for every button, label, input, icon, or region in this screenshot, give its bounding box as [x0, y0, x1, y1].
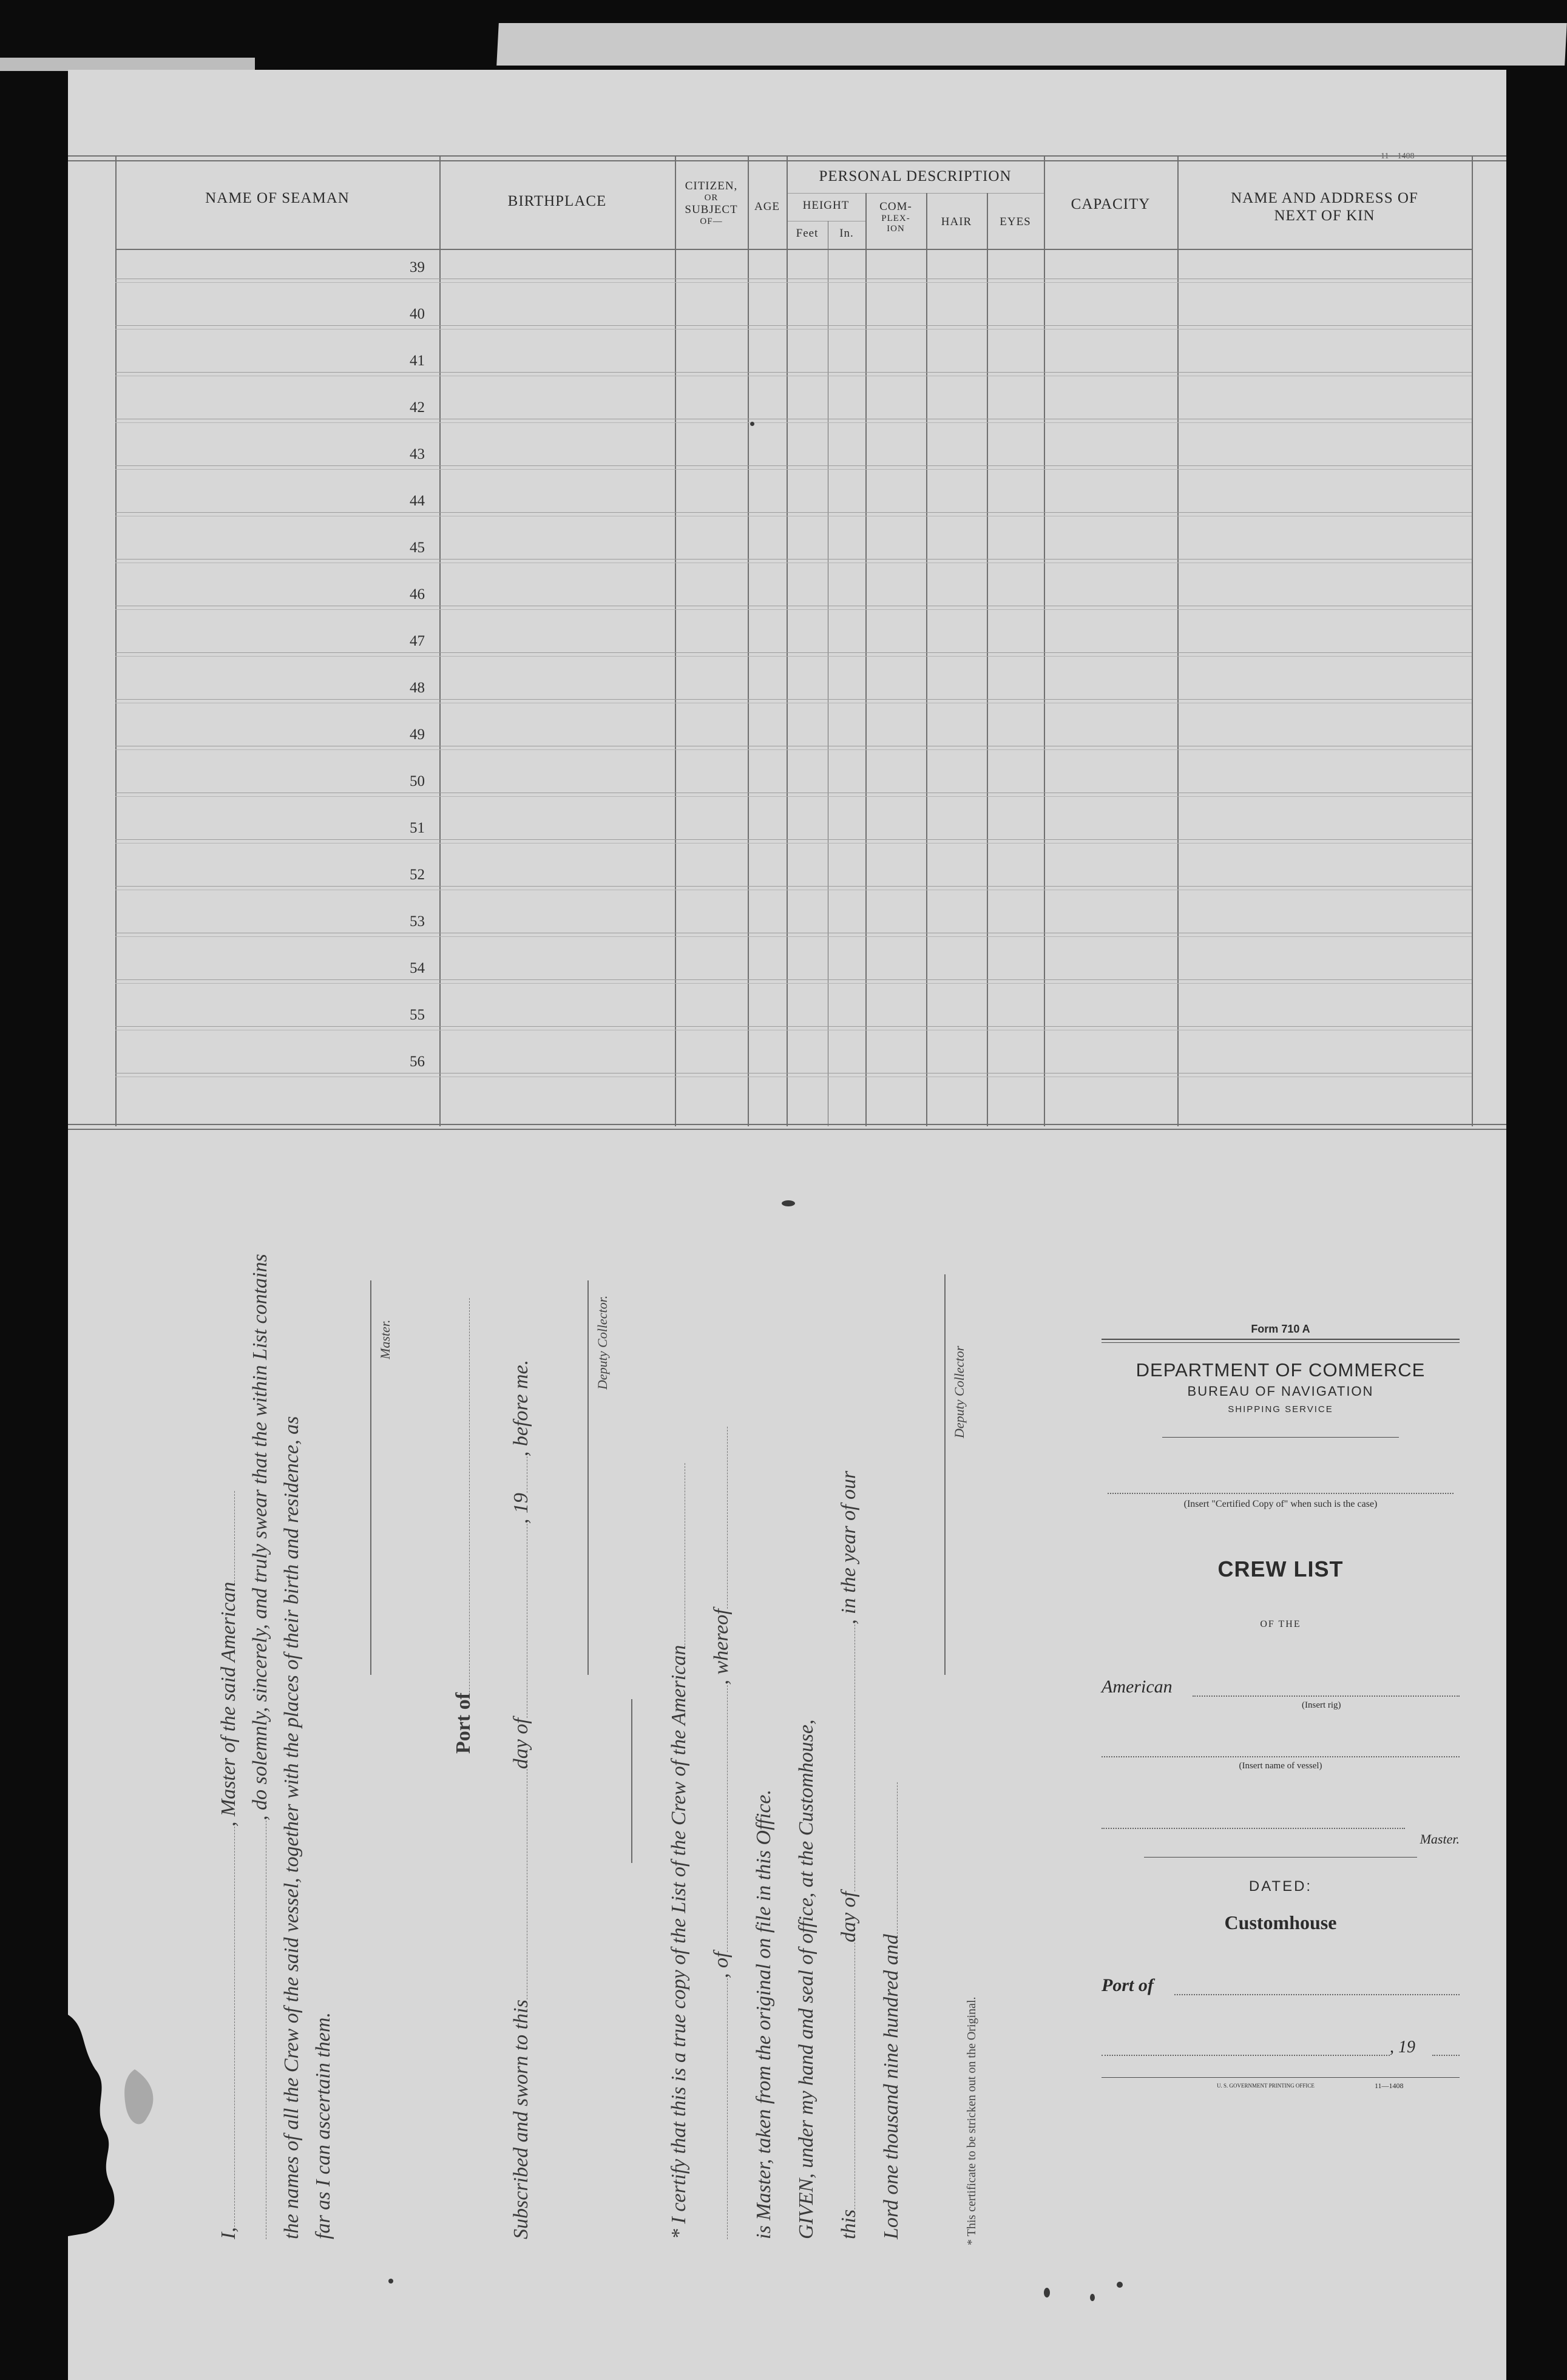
of-whereof-line: , of, whereof [710, 1427, 733, 2239]
header-feet: Feet [796, 227, 819, 240]
ink-speck [388, 2279, 393, 2284]
row-number: 52 [410, 867, 425, 883]
master-original-line: is Master, taken from the original on file in this Office. [753, 1789, 775, 2239]
row-number: 46 [410, 586, 425, 603]
subscribed-line: Subscribed and sworn to thisday of, 19, before me. [510, 1359, 532, 2239]
row-number: 54 [410, 960, 425, 976]
bureau-title: BUREAU OF NAVIGATION [1187, 1384, 1374, 1399]
header-personal-description: PERSONAL DESCRIPTION [819, 168, 1012, 184]
header-eyes: EYES [1000, 215, 1031, 228]
header-height: HEIGHT [802, 199, 850, 212]
crew-list-title: CREW LIST [1217, 1557, 1344, 1581]
header-hair: HAIR [941, 215, 972, 228]
port-of-cover-label: Port of [1102, 1975, 1154, 1995]
service-title: SHIPPING SERVICE [1228, 1404, 1333, 1415]
seal-line [631, 1699, 632, 1863]
row-number: 49 [410, 726, 425, 743]
table-row-rule [115, 282, 1472, 283]
row-number: 50 [410, 773, 425, 789]
row-number: 47 [410, 633, 425, 649]
affidavit-line-3: the names of all the Crew of the said vessel, together with the places of their birth and residence, as [280, 1416, 303, 2239]
of-the-label: OF THE [1260, 1619, 1301, 1629]
torn-paper-edge [496, 23, 1567, 66]
ink-speck [782, 1200, 795, 1206]
table-row-rule [115, 936, 1472, 937]
lord-line: Lord one thousand nine hundred and [880, 1782, 903, 2239]
table-row-rule [115, 839, 1472, 840]
certified-copy-note: (Insert "Certified Copy of" when such is the case) [1183, 1499, 1378, 1509]
row-number: 41 [410, 353, 425, 369]
table-row-rule [115, 559, 1472, 560]
row-number: 40 [410, 306, 425, 322]
american-label: American [1102, 1677, 1173, 1697]
row-number: 53 [410, 913, 425, 930]
header-citizen: CITIZEN, OR SUBJECT OF— [685, 180, 738, 226]
header-capacity: CAPACITY [1071, 196, 1151, 212]
table-row-rule [115, 325, 1472, 326]
deputy-collector-signature-line-1 [587, 1280, 589, 1675]
insert-vessel-note: (Insert name of vessel) [1239, 1761, 1322, 1771]
certificate-footnote: * This certificate to be stricken out on the Original. [965, 1996, 978, 2245]
ink-speck [1117, 2282, 1123, 2288]
table-row-rule [115, 329, 1472, 330]
table-row-rule [115, 796, 1472, 797]
this-day-line: thisday of, in the year of our [838, 1470, 860, 2239]
cover-form-code: 11—1408 [1375, 2081, 1404, 2090]
row-number: 51 [410, 820, 425, 836]
year-label: , 19 [1390, 2038, 1415, 2057]
master-label: Master. [377, 1319, 393, 1359]
row-number: 42 [410, 399, 425, 416]
master-label-cover: Master. [1420, 1831, 1460, 1847]
table-row-rule [115, 749, 1472, 750]
table-row-rule [115, 469, 1472, 470]
header-age: AGE [754, 200, 780, 213]
row-number: 43 [410, 446, 425, 462]
row-number: 55 [410, 1007, 425, 1023]
insert-rig-note: (Insert rig) [1302, 1700, 1341, 1710]
header-inches: In. [839, 227, 854, 240]
table-row-rule [115, 422, 1472, 423]
ink-speck [1090, 2294, 1095, 2301]
department-title: DEPARTMENT OF COMMERCE [1135, 1359, 1426, 1381]
ink-speck [1044, 2288, 1050, 2297]
torn-corner-damage [68, 2003, 189, 2257]
row-number: 39 [410, 259, 425, 276]
affidavit-line-4: far as I can ascertain them. [312, 2012, 334, 2239]
affidavit-line-2: , do solemnly, sincerely, and truly swear that the within List contains [249, 1254, 272, 2239]
header-name-of-seaman: NAME OF SEAMAN [205, 190, 350, 206]
customhouse-label: Customhouse [1224, 1912, 1337, 1933]
deputy-collector-signature-line-2 [944, 1274, 946, 1675]
table-row-rule [115, 652, 1472, 653]
table-row-rule [115, 1026, 1472, 1027]
row-number: 45 [410, 539, 425, 556]
table-row-rule [115, 983, 1472, 984]
paper-tab [0, 58, 255, 71]
header-birthplace: BIRTHPLACE [507, 193, 607, 209]
table-row-rule [115, 372, 1472, 373]
table-row-rule [115, 656, 1472, 657]
table-row-rule [115, 886, 1472, 887]
row-number: 48 [410, 680, 425, 696]
certify-line: * I certify that this is a true copy of the List of the Crew of the American [668, 1463, 691, 2239]
given-line: GIVEN, under my hand and seal of office, at the Customhouse, [795, 1719, 817, 2239]
header-complexion: COM- PLEX- ION [879, 200, 912, 234]
deputy-collector-label-1: Deputy Collector. [595, 1295, 610, 1390]
affidavit-line-1: I,, Master of the said American [217, 1491, 240, 2239]
row-number: 56 [410, 1053, 425, 1070]
ink-speck [750, 422, 754, 426]
table-row-rule [115, 465, 1472, 466]
master-signature-line [370, 1280, 371, 1675]
deputy-collector-label-2: Deputy Collector [952, 1345, 967, 1438]
printer-credit: U. S. GOVERNMENT PRINTING OFFICE [1217, 2083, 1315, 2089]
table-row-rule [115, 512, 1472, 513]
table-row-rule [115, 979, 1472, 980]
row-number: 44 [410, 493, 425, 509]
table-row-rule [115, 609, 1472, 610]
form-number: Form 710 A [1251, 1323, 1310, 1335]
table-row-rule [115, 699, 1472, 700]
dated-label: DATED: [1248, 1878, 1313, 1895]
crew-list-cover [1102, 1323, 1460, 2100]
port-of-label: Port of [452, 1298, 475, 1754]
header-next-of-kin: NAME AND ADDRESS OF NEXT OF KIN [1231, 190, 1418, 224]
